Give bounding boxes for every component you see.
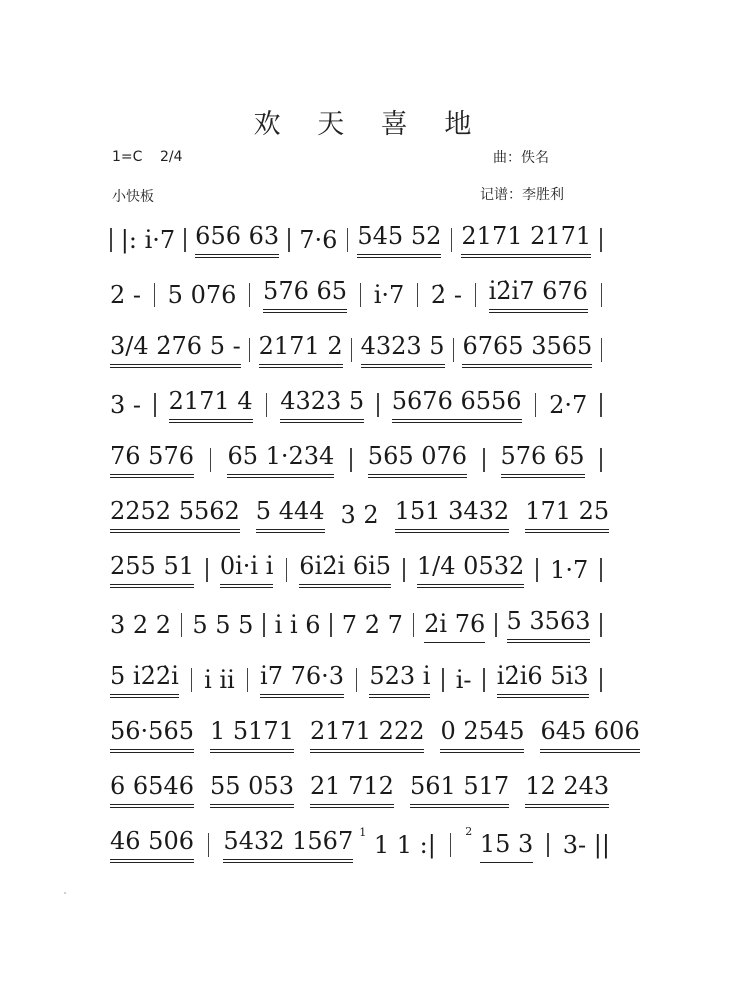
measure: 2 - (110, 281, 142, 309)
transcriber-credit: 记谱：李胜利 (480, 187, 564, 203)
measure: 0i̇·i̇ i̇ (220, 554, 274, 588)
score-line-12 (110, 823, 610, 863)
measure: 645 606 (540, 719, 639, 753)
measure: 4323 5 (280, 389, 364, 423)
measure: i̇2̇i̇6 5i̇3 (497, 664, 589, 698)
score-line-8 (110, 603, 610, 643)
measure: 2171 2171 (461, 224, 591, 258)
measure: 1 1 :| (373, 831, 436, 859)
measure: 1/4 0532 (417, 554, 524, 588)
measure: 0 2545 (440, 719, 524, 753)
measure: 5 444 (256, 499, 325, 533)
score-line-1 (110, 218, 610, 258)
measure: 56·565 (110, 719, 194, 753)
score-line-6 (110, 493, 610, 533)
measure: 656 63 (195, 224, 279, 258)
score-line-9 (110, 658, 610, 698)
measure: 5 i̇2̇2̇i̇ (110, 664, 179, 698)
measure: 576 65 (263, 279, 347, 313)
measure: 2171 2 (259, 334, 343, 368)
measure: 21 712 (310, 774, 394, 808)
score-line-7 (110, 548, 610, 588)
measure: 3 2 (340, 501, 379, 529)
measure: 2̇ - (430, 281, 462, 309)
measure: 5 5 5 (192, 611, 254, 639)
measure: 3 - (110, 391, 142, 419)
measure: 576 65 (501, 444, 585, 478)
measure: 5 076 (167, 281, 237, 309)
measure: 12 243 (525, 774, 609, 808)
measure: 5676 6556 (392, 389, 522, 423)
measure: 561 517 (410, 774, 509, 808)
measure: 7·6 (299, 226, 338, 254)
score-line-4 (110, 383, 610, 423)
measure: 5 3563 (507, 609, 591, 643)
score-line-2 (110, 273, 610, 313)
measure: 6765 3565 (462, 334, 592, 368)
measure: 255 51 (110, 554, 194, 588)
measure: 3 2 2 (110, 611, 172, 639)
measure: i̇7 76·3 (260, 664, 344, 698)
measure: 46 506 (110, 829, 194, 863)
measure: 6i̇2̇i̇ 6i̇5 (299, 554, 391, 588)
measure: 55 053 (210, 774, 294, 808)
measure: 7 2̇ 7 (341, 611, 403, 639)
measure: i̇- (455, 666, 472, 694)
measure: 2·7 (549, 391, 588, 419)
key-signature: 1=C (112, 149, 143, 165)
measure: i̇·7 (373, 281, 405, 309)
measure: |: i̇·7 (120, 226, 176, 254)
volta-2 (465, 825, 534, 863)
score-line-5 (110, 438, 610, 478)
volta-1 (359, 826, 436, 863)
score-line-10 (110, 713, 640, 753)
measure: 151 3432 (395, 499, 510, 533)
measure: 5432 1567 (223, 829, 353, 863)
song-title: 欢 天 喜 地 (253, 109, 486, 140)
volta-2-label: 2 (465, 825, 473, 838)
measure: 565 076 (368, 444, 467, 478)
measure: 545 52 (357, 224, 441, 258)
measure: i̇ i̇ 6 (274, 611, 321, 639)
volta-1-label: 1 (359, 826, 367, 839)
measure: 1·7 (550, 556, 589, 584)
measure: 76 576 (110, 444, 194, 478)
measure: 1 5171 (210, 719, 294, 753)
measure: 2171 4 (169, 389, 253, 423)
measure: 3- || (562, 831, 610, 859)
measure: i̇ i̇i̇ (204, 666, 235, 694)
time-signature: 2/4 (160, 149, 183, 165)
scan-artifact (64, 892, 66, 894)
measure: 171 25 (525, 499, 609, 533)
measure: 65 1·234 (227, 444, 334, 478)
measure: 2̇i̇ 76 (424, 612, 485, 643)
measure: 6 6546 (110, 774, 194, 808)
measure: 4323 5 (361, 334, 445, 368)
measure: 2171 222 (310, 719, 425, 753)
measure: 523 i̇ (369, 664, 430, 698)
measure: 15 3 (480, 832, 533, 863)
measure: i̇2̇i̇7 676 (489, 279, 588, 313)
measure: 3/4 2̇76 5 - (110, 334, 241, 368)
tempo-marking: 小快板 (112, 189, 154, 205)
composer-credit: 曲：佚名 (493, 150, 549, 166)
measure: 2252 5562 (110, 499, 240, 533)
score-line-11 (110, 768, 610, 808)
score-line-3 (110, 328, 610, 368)
